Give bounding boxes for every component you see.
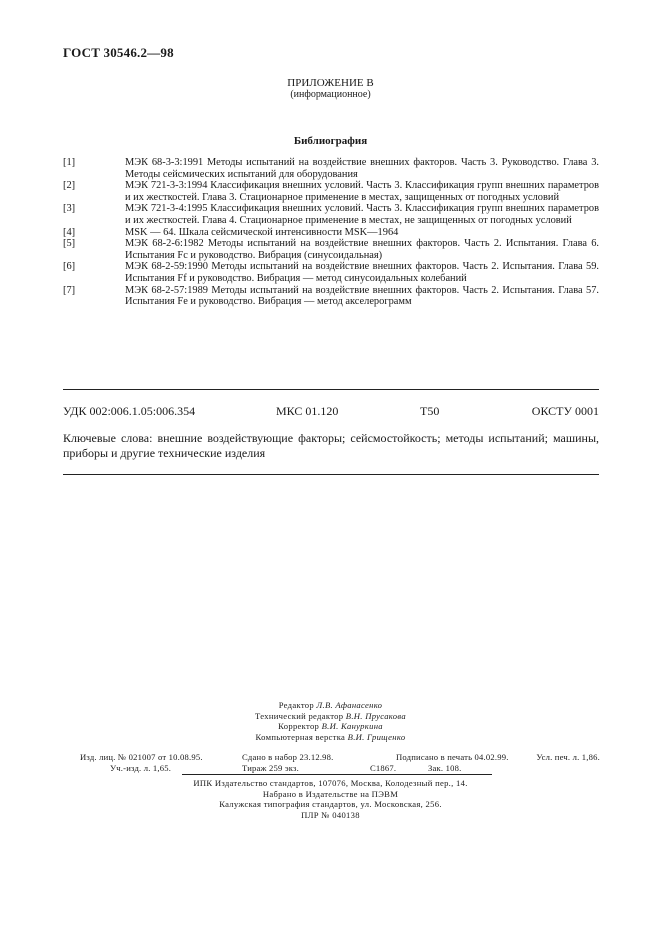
credit-person: Л.В. Афанасенко [316,700,383,710]
bibliography-item [63,227,599,239]
bibliography-item [63,157,599,180]
sent-date: Сдано в набор 23.12.98. [242,752,334,762]
publisher-divider [182,774,492,775]
publisher-block [0,778,661,820]
bibliography-item-number: [4] [63,226,76,238]
appendix-subtitle: (информационное) [290,89,371,100]
credit-corrector [0,721,661,732]
divider-top [63,389,599,390]
bibliography-item-number: [7] [63,284,76,296]
print-sheets: Усл. печ. л. 1,86. [536,752,600,762]
bibliography-item-text: МЭК 68-2-59:1990 Методы испытаний на воздействие внешних факторов. Часть 2. Испытания. Глава 59. Испытания Ff и руководство. Вибрация — метод синусоидальных колебаний [125,261,599,284]
printing-house: Калужская типография стандартов, ул. Московская, 256. [219,799,442,810]
bibliography-title: Библиография [293,135,368,147]
typeset-note: Набрано в Издательстве на ПЭВМ [262,788,399,799]
credit-label: Редактор [278,700,314,710]
okstu-code: ОКСТУ 0001 [531,404,599,418]
document-id: ГОСТ 30546.2—98 [63,45,174,60]
print-run: Тираж 259 экз. [242,763,299,773]
keywords: Ключевые слова: внешние воздействующие факторы; сейсмостойкость; методы испытаний; машины, приборы и другие технические изделия [63,431,599,460]
bibliography-item [63,180,599,203]
bibliography-item-number: [5] [63,238,76,250]
credit-person: В.Н. Прусакова [345,710,406,721]
credit-label: Корректор [278,721,320,732]
bibliography-item-number: [3] [63,203,76,215]
credit-label: Технический редактор [255,710,344,721]
signed-date: Подписано в печать 04.02.99. [396,752,509,762]
bibliography-item [63,261,599,284]
credits-block [0,700,661,742]
order-number: Зак. 108. [428,763,462,773]
bibliography-item-text: МЭК 68-2-6:1982 Методы испытаний на воздействие внешних факторов. Часть 2. Испытания. Глава 6. Испытания Fc и руководство. Вибрация (синусоидальная) [125,238,599,261]
bibliography-item-text: МЭК 68-3-3:1991 Методы испытаний на воздействие внешних факторов. Часть 3. Руководство. Глава 3. Методы сейсмических испытаний для оборудования [125,157,599,180]
bibliography-item-text: МЭК 721-3-3:1994 Классификация внешних условий. Часть 3. Классификация групп внешних параметров и их жесткостей. Глава 3. Стационарное применение в местах, защищенных от погодных условий [125,180,599,203]
print-code: С1867. [370,763,397,773]
category-code: T50 [420,404,440,418]
mks-code: МКС 01.120 [276,404,339,418]
bibliography-item-text: MSK — 64. Шкала сейсмической интенсивности MSK—1964 [125,226,399,238]
credit-person: В.И. Грищенко [347,731,406,742]
bibliography-list [63,157,599,308]
appendix-heading [0,77,661,101]
bibliography-item [63,285,599,308]
license-info: Изд. лиц. № 021007 от 10.08.95. [80,752,203,762]
divider-bottom [63,474,599,475]
license-number: ПЛР № 040138 [301,809,360,820]
udk-code: УДК 002:006.1.05:006.354 [63,404,196,418]
credit-tech-editor [0,711,661,722]
appendix-title: ПРИЛОЖЕНИЕ В [287,77,374,89]
bibliography-item-number: [6] [63,261,76,273]
bibliography-item-text: МЭК 721-3-4:1995 Классификация внешних условий. Часть 3. Классификация групп внешних параметров и их жесткостей. Глава 4. Стационарное применение в местах, не защищенных от погодных условий [125,203,599,226]
publisher-address: ИПК Издательство стандартов, 107076, Москва, Колодезный пер., 14. [193,778,468,788]
bibliography-item [63,203,599,226]
bibliography-item [63,238,599,261]
credit-editor [0,700,661,711]
bibliography-item-number: [2] [63,180,76,192]
bibliography-item-text: МЭК 68-2-57:1989 Методы испытаний на воздействие внешних факторов. Часть 2. Испытания. Глава 57. Испытания Fe и руководство. Вибрация — метод акселерограмм [125,284,599,308]
pub-sheets: Уч.-изд. л. 1,65. [110,763,172,773]
credit-person: В.И. Кануркина [321,721,383,732]
credit-layout [0,732,661,743]
bibliography-item-number: [1] [63,157,76,168]
credit-label: Компьютерная верстка [255,731,346,742]
